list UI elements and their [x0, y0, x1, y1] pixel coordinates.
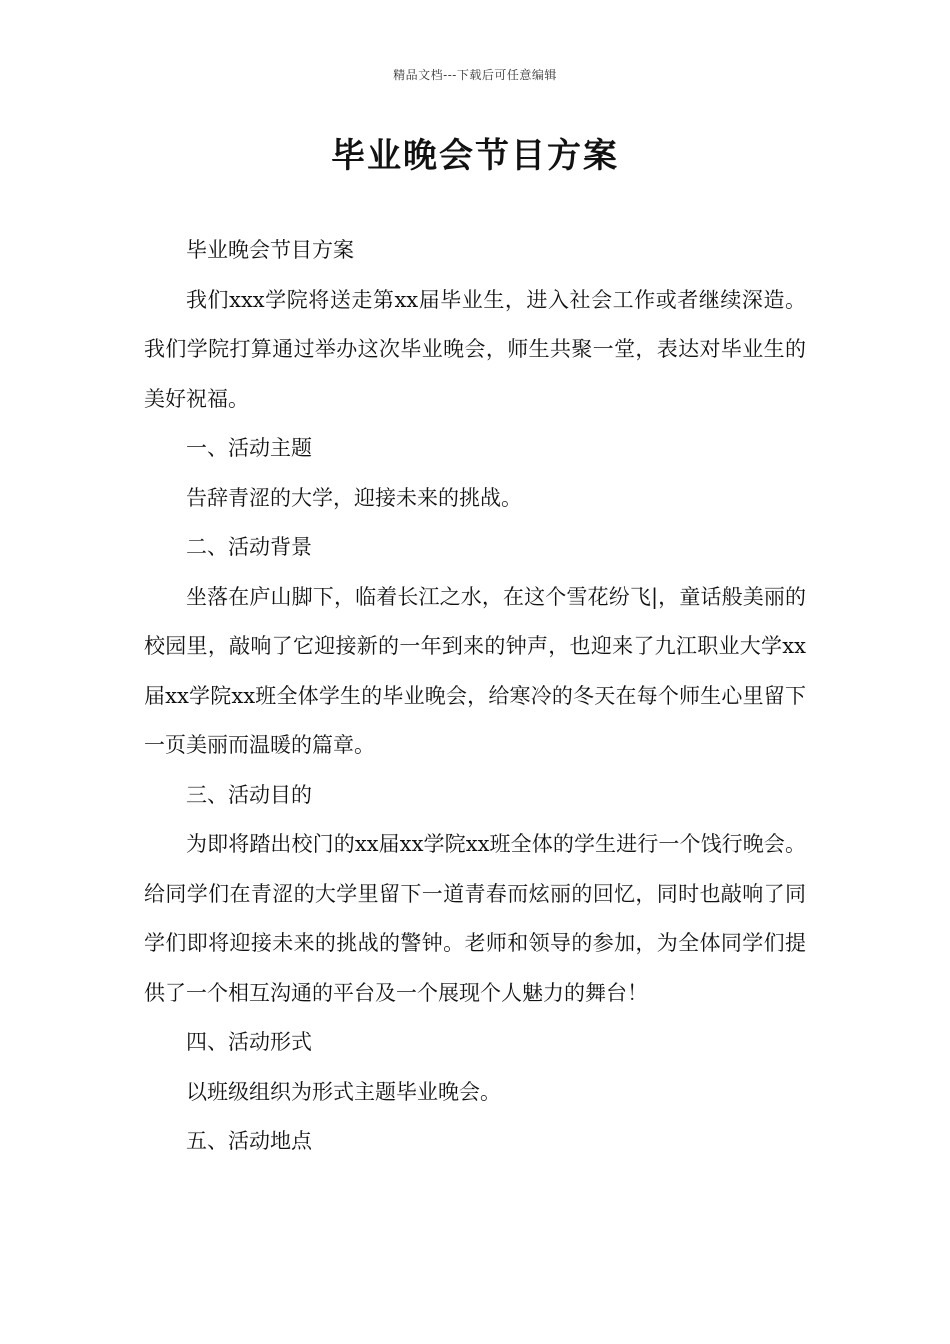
section-heading-background: 二、活动背景 — [186, 535, 312, 559]
document-body — [144, 226, 806, 1167]
section-heading-purpose: 三、活动目的 — [186, 782, 312, 807]
paragraph-purpose: 为即将踏出校门的xx届xx学院xx班全体的学生进行一个饯行晚会。给同学们在青涩的大学里留下一道青春而炫丽的回忆，同时也敲响了同学们即将迎接未来的挑战的警钟。老师和领导的参加，为全体同学们提供了一个相互沟通的平台及一个展现个人魅力的舞台！ — [144, 832, 806, 1005]
paragraph-intro: 我们xxx学院将送走第xx届毕业生，进入社会工作或者继续深造。我们学院打算通过举办这次毕业晚会，师生共聚一堂，表达对毕业生的美好祝福。 — [144, 287, 806, 411]
header-note: 精品文档---下载后可任意编辑 — [393, 68, 557, 82]
section-heading-theme: 一、活动主题 — [186, 436, 312, 460]
paragraph-background: 坐落在庐山脚下，临着长江之水，在这个雪花纷飞|，童话般美丽的校园里，敲响了它迎接新的一年到来的钟声，也迎来了九江职业大学xx届xx学院xx班全体学生的毕业晚会，给寒冷的冬天在每个师生心里留下一页美丽而温暖的篇章。 — [144, 584, 806, 757]
paragraph-subtitle: 毕业晚会节目方案 — [186, 238, 354, 262]
section-heading-format: 四、活动形式 — [186, 1030, 312, 1054]
paragraph-theme: 告辞青涩的大学，迎接未来的挑战。 — [186, 485, 522, 510]
paragraph-format: 以班级组织为形式主题毕业晚会。 — [186, 1079, 501, 1104]
document-title: 毕业晚会节目方案 — [331, 136, 619, 176]
section-heading-location: 五、活动地点 — [186, 1129, 312, 1153]
